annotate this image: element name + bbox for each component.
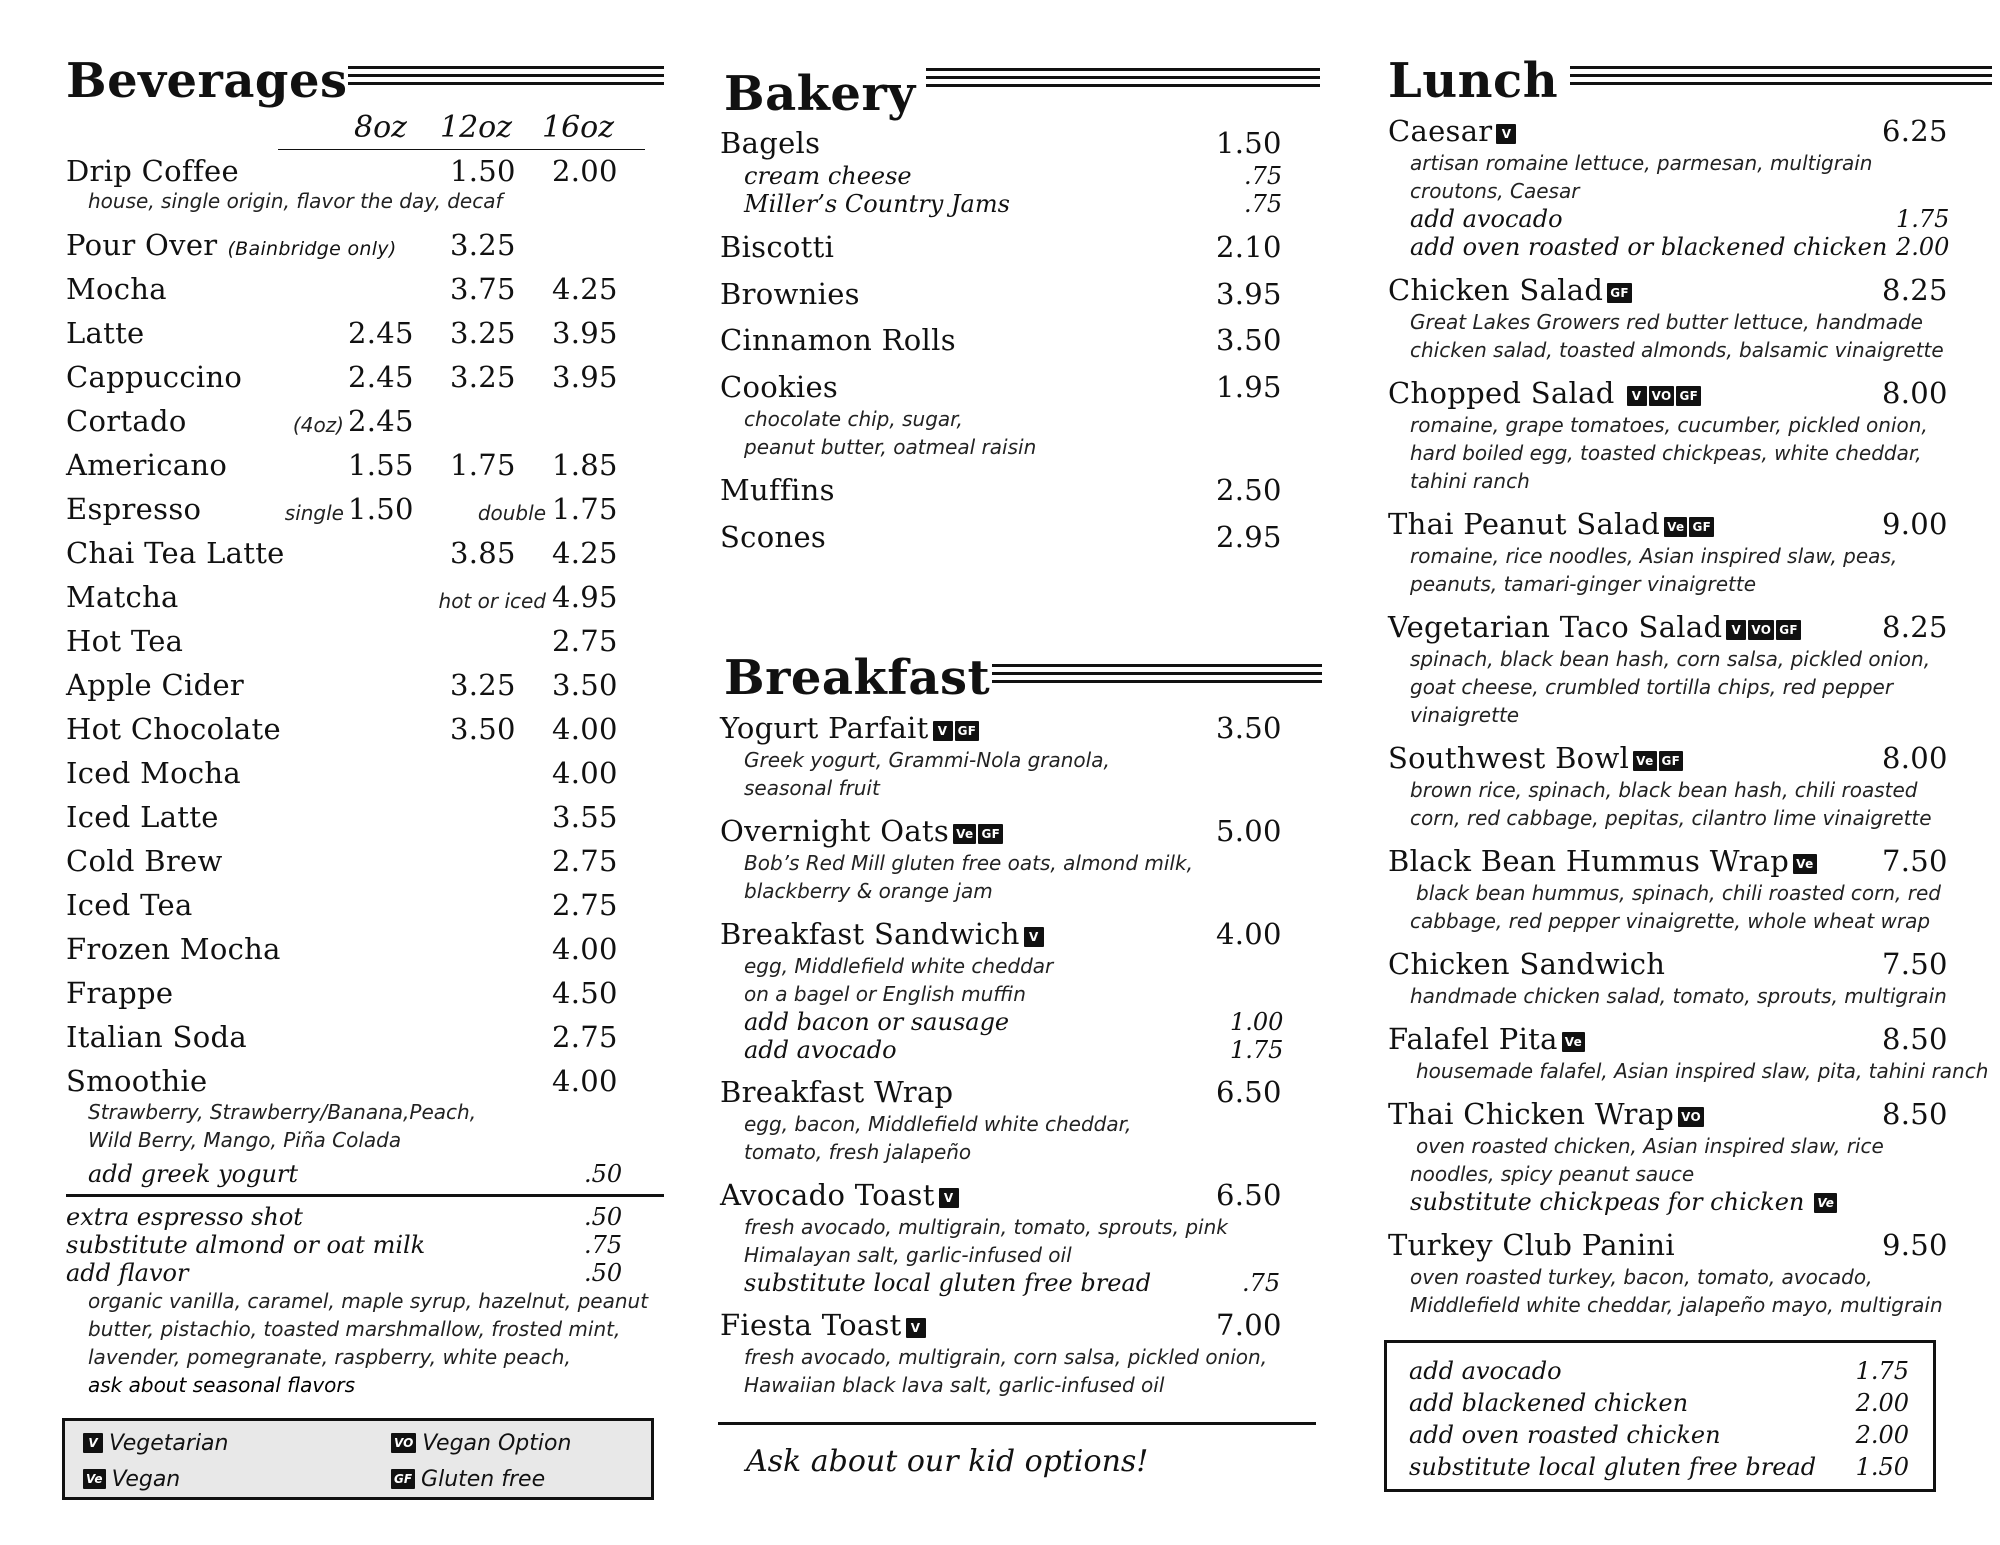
- price-8oz: 2.45: [348, 404, 414, 438]
- item-description: house, single origin, flavor the day, decaf: [88, 189, 503, 213]
- flavor-list-3: lavender, pomegranate, raspberry, white peach,: [88, 1345, 571, 1369]
- price: 2.10: [1216, 230, 1282, 264]
- vegan-icon: Ve: [1633, 751, 1656, 771]
- beverage-name: Frappe: [66, 976, 174, 1010]
- legend-vegan-label: Vegan: [111, 1467, 181, 1492]
- legend-vegetarian: [83, 1431, 229, 1456]
- item-description: croutons, Caesar: [1410, 179, 1580, 203]
- price-16oz: 3.95: [552, 316, 618, 350]
- price-16oz: 2.75: [552, 888, 618, 922]
- item-description: tahini ranch: [1410, 469, 1530, 493]
- vegan-icon: Ve: [1793, 854, 1816, 874]
- bagel-mod-price: .75: [1244, 190, 1283, 218]
- item-description: romaine, grape tomatoes, cucumber, pickled onion,: [1410, 413, 1928, 437]
- vegan-option-icon: VO: [1678, 1107, 1704, 1127]
- vegan-option-icon: VO: [1649, 386, 1675, 406]
- price-12oz: 1.50: [450, 154, 516, 188]
- price: 9.50: [1882, 1228, 1948, 1262]
- item-modifier: substitute chickpeas for chicken Ve: [1410, 1190, 1837, 1214]
- vegetarian-icon: V: [906, 1318, 926, 1338]
- price: 3.50: [1216, 323, 1282, 357]
- addon-label: substitute local gluten free bread: [1409, 1453, 1817, 1481]
- menu-item-overnight-oats: Overnight Oats Ve GF: [720, 817, 1003, 846]
- menu-item-biscotti: Biscotti: [720, 230, 835, 264]
- gluten-free-icon: GF: [1659, 751, 1684, 771]
- legend-gluten-free-label: Gluten free: [421, 1467, 546, 1492]
- price: 7.50: [1882, 947, 1948, 981]
- extra-price: .75: [584, 1231, 623, 1259]
- item-description: corn, red cabbage, pepitas, cilantro lime vinaigrette: [1410, 806, 1932, 830]
- legend-vegan: [83, 1467, 180, 1492]
- seasonal-flavors-note: ask about seasonal flavors: [88, 1373, 356, 1397]
- price: 7.00: [1216, 1308, 1282, 1342]
- title-rule: [348, 66, 664, 96]
- menu-item-chicken-salad: Chicken Salad GF: [1388, 276, 1632, 305]
- price-16oz: 2.75: [552, 1020, 618, 1054]
- price: 6.25: [1882, 114, 1948, 148]
- price: 9.00: [1882, 507, 1948, 541]
- smoothie-addon-label: add greek yogurt: [88, 1160, 299, 1188]
- item-description: chicken salad, toasted almonds, balsamic vinaigrette: [1410, 338, 1944, 362]
- size-12oz-header: 12oz: [440, 110, 513, 145]
- beverage-name: Drip Coffee: [66, 154, 239, 188]
- item-description: cabbage, red pepper vinaigrette, whole wheat wrap: [1410, 909, 1931, 933]
- menu-item-cookies: Cookies: [720, 370, 839, 404]
- menu-item-thai-chicken-wrap: Thai Chicken Wrap VO: [1388, 1100, 1704, 1129]
- price: 8.00: [1882, 741, 1948, 775]
- item-description: artisan romaine lettuce, parmesan, multigrain: [1410, 151, 1873, 175]
- beverage-name: Latte: [66, 316, 145, 350]
- price: 7.50: [1882, 844, 1948, 878]
- gluten-free-icon: GF: [978, 824, 1003, 844]
- modifier-price: .75: [1242, 1269, 1281, 1297]
- price: 3.95: [1216, 277, 1282, 311]
- beverage-name: Frozen Mocha: [66, 932, 281, 966]
- addon-price: 2.00: [1855, 1421, 1909, 1449]
- price-16oz: 2.00: [552, 154, 618, 188]
- beverage-name: Smoothie: [66, 1064, 208, 1098]
- vegan-icon: Ve: [1664, 517, 1687, 537]
- beverage-name: Italian Soda: [66, 1020, 247, 1054]
- price-8oz: 2.45: [348, 316, 414, 350]
- price-16oz: 4.00: [552, 712, 618, 746]
- price-8oz: 1.50: [348, 492, 414, 526]
- vegetarian-icon: V: [1627, 386, 1647, 406]
- legend-vegetarian-label: Vegetarian: [109, 1431, 229, 1456]
- item-modifier: add oven roasted or blackened chicken: [1410, 233, 1888, 261]
- gluten-free-icon: GF: [1776, 620, 1801, 640]
- menu-item-avocado-toast: Avocado Toast V: [720, 1181, 959, 1210]
- beverage-name: Espresso: [66, 492, 202, 526]
- price-12oz: 3.25: [450, 316, 516, 350]
- price: 3.50: [1216, 711, 1282, 745]
- price-16oz: 3.50: [552, 668, 618, 702]
- bagel-mod-price: .75: [1244, 162, 1283, 190]
- item-description: goat cheese, crumbled tortilla chips, red pepper: [1410, 675, 1894, 699]
- vegetarian-icon: V: [1024, 927, 1044, 947]
- beverage-name: Pour Over (Bainbridge only): [66, 228, 397, 262]
- flavor-list: organic vanilla, caramel, maple syrup, hazelnut, peanut: [88, 1289, 649, 1313]
- item-description: Greek yogurt, Grammi-Nola granola,: [744, 748, 1110, 772]
- vegan-icon: Ve: [953, 824, 976, 844]
- menu-item-brownies: Brownies: [720, 277, 860, 311]
- vegetarian-icon: V: [83, 1433, 103, 1453]
- legend-vegan-option-label: Vegan Option: [422, 1431, 572, 1456]
- item-description: handmade chicken salad, tomato, sprouts, multigrain: [1410, 984, 1947, 1008]
- kid-options-note: Ask about our kid options!: [746, 1444, 1149, 1479]
- extra-label: extra espresso shot: [66, 1203, 303, 1231]
- gluten-free-icon: GF: [955, 721, 980, 741]
- beverage-name: Chai Tea Latte: [66, 536, 285, 570]
- beverage-name: Cold Brew: [66, 844, 223, 878]
- price-12oz: 3.25: [450, 360, 516, 394]
- beverage-name: Americano: [66, 448, 228, 482]
- item-description: black bean hummus, spinach, chili roasted corn, red: [1416, 881, 1941, 905]
- menu-item-yogurt-parfait: Yogurt Parfait V GF: [720, 714, 979, 743]
- beverage-name: Iced Latte: [66, 800, 219, 834]
- addon-label: add avocado: [1409, 1357, 1562, 1385]
- extra-label: add flavor: [66, 1259, 189, 1287]
- price: 8.50: [1882, 1022, 1948, 1056]
- item-description: chocolate chip, sugar,: [744, 407, 963, 431]
- price: 6.50: [1216, 1075, 1282, 1109]
- price: 8.00: [1882, 376, 1948, 410]
- price-16oz: 1.85: [552, 448, 618, 482]
- title-rule: [1570, 66, 1992, 96]
- menu-item-breakfast-sandwich: Breakfast Sandwich V: [720, 920, 1044, 949]
- beverages-title: Beverages: [66, 53, 348, 109]
- modifier-price: 2.00: [1896, 233, 1950, 261]
- vegan-option-icon: VO: [391, 1433, 416, 1453]
- price: 2.95: [1216, 520, 1282, 554]
- price-16oz: 4.00: [552, 932, 618, 966]
- item-description: tomato, fresh jalapeño: [744, 1140, 972, 1164]
- beverage-name: Matcha: [66, 580, 179, 614]
- addon-price: 1.50: [1855, 1453, 1909, 1481]
- item-description: Middlefield white cheddar, jalapeño mayo, multigrain: [1410, 1293, 1943, 1317]
- item-description: spinach, black bean hash, corn salsa, pickled onion,: [1410, 647, 1931, 671]
- menu-item-muffins: Muffins: [720, 473, 835, 507]
- addon-price: 1.75: [1855, 1357, 1909, 1385]
- breakfast-title: Breakfast: [724, 650, 991, 706]
- item-description: blackberry & orange jam: [744, 879, 993, 903]
- item-modifier: add avocado: [1410, 205, 1563, 233]
- vegan-icon: Ve: [1562, 1032, 1585, 1052]
- price-16oz: 2.75: [552, 624, 618, 658]
- price-12oz: 3.25: [450, 228, 516, 262]
- modifier-price: 1.75: [1230, 1036, 1284, 1064]
- price-16oz: 4.25: [552, 536, 618, 570]
- menu-item-chicken-sandwich: Chicken Sandwich: [1388, 947, 1666, 981]
- price-12oz: 1.75: [450, 448, 516, 482]
- size-16oz-header: 16oz: [542, 110, 615, 145]
- beverage-name: Iced Tea: [66, 888, 193, 922]
- beverage-name: Cappuccino: [66, 360, 243, 394]
- size-qualifier: hot or iced: [438, 589, 546, 613]
- item-description: Himalayan salt, garlic-infused oil: [744, 1243, 1072, 1267]
- flavor-list-2: butter, pistachio, toasted marshmallow, frosted mint,: [88, 1317, 621, 1341]
- legend-vegan-option: [391, 1431, 571, 1456]
- bagel-mod: cream cheese: [744, 162, 912, 190]
- menu-item-breakfast-wrap: Breakfast Wrap: [720, 1075, 954, 1109]
- size-qualifier: (4oz): [292, 413, 344, 437]
- price-12oz: 3.85: [450, 536, 516, 570]
- beverage-name: Apple Cider: [66, 668, 245, 702]
- price-8oz: 2.45: [348, 360, 414, 394]
- item-description: Great Lakes Growers red butter lettuce, handmade: [1410, 310, 1923, 334]
- price-16oz: 3.55: [552, 800, 618, 834]
- price: 8.25: [1882, 610, 1948, 644]
- size-qualifier: single: [284, 501, 344, 525]
- menu-item-bagels: Bagels: [720, 126, 821, 160]
- title-rule: [926, 68, 1320, 98]
- price: 8.25: [1882, 273, 1948, 307]
- price-12oz: 3.25: [450, 668, 516, 702]
- price-16oz: 4.95: [552, 580, 618, 614]
- price-16oz: 4.25: [552, 272, 618, 306]
- item-description: on a bagel or English muffin: [744, 982, 1026, 1006]
- size-8oz-header: 8oz: [354, 110, 407, 145]
- extra-label: substitute almond or oat milk: [66, 1231, 426, 1259]
- price-12oz: 3.75: [450, 272, 516, 306]
- item-description: oven roasted turkey, bacon, tomato, avocado,: [1410, 1265, 1873, 1289]
- item-description: Bob’s Red Mill gluten free oats, almond milk,: [744, 851, 1193, 875]
- vegetarian-icon: V: [933, 721, 953, 741]
- size-qualifier: double: [477, 501, 546, 525]
- beverage-name: Mocha: [66, 272, 167, 306]
- menu-item-falafel-pita: Falafel Pita Ve: [1388, 1025, 1585, 1054]
- price-16oz: 3.95: [552, 360, 618, 394]
- item-description: egg, Middlefield white cheddar: [744, 954, 1054, 978]
- addon-price: 2.00: [1855, 1389, 1909, 1417]
- item-description: peanuts, tamari-ginger vinaigrette: [1410, 572, 1757, 596]
- extra-price: .50: [584, 1259, 623, 1287]
- menu-item-turkey-club-panini: Turkey Club Panini: [1388, 1228, 1675, 1262]
- lunch-addons-box: [1384, 1340, 1936, 1492]
- item-description: housemade falafel, Asian inspired slaw, pita, tahini ranch: [1416, 1059, 1989, 1083]
- beverage-note: (Bainbridge only): [227, 238, 397, 260]
- modifier-price: 1.75: [1896, 205, 1950, 233]
- kid-options-divider: [718, 1422, 1316, 1425]
- menu-item-black-bean-hummus-wrap: Black Bean Hummus Wrap Ve: [1388, 847, 1817, 876]
- addon-label: add oven roasted chicken: [1409, 1421, 1721, 1449]
- legend-gluten-free: [391, 1467, 545, 1492]
- menu-item-thai-peanut-salad: Thai Peanut Salad Ve GF: [1388, 510, 1714, 539]
- price-16oz: 1.75: [552, 492, 618, 526]
- vegan-icon: Ve: [1814, 1193, 1837, 1213]
- item-description: peanut butter, oatmeal raisin: [744, 435, 1037, 459]
- size-header-rule: [278, 149, 645, 150]
- smoothie-description: Strawberry, Strawberry/Banana,Peach,: [88, 1100, 477, 1124]
- vegan-option-icon: VO: [1748, 620, 1774, 640]
- smoothie-addon-price: .50: [584, 1160, 623, 1188]
- beverage-name: Iced Mocha: [66, 756, 242, 790]
- diet-legend: [62, 1418, 654, 1500]
- modifier-price: 1.00: [1230, 1008, 1284, 1036]
- vegetarian-icon: V: [939, 1188, 959, 1208]
- gluten-free-icon: GF: [1607, 283, 1632, 303]
- addon-label: add blackened chicken: [1409, 1389, 1689, 1417]
- item-description: egg, bacon, Middlefield white cheddar,: [744, 1112, 1132, 1136]
- bakery-title: Bakery: [724, 66, 916, 122]
- item-modifier: substitute local gluten free bread: [744, 1269, 1152, 1297]
- price: 8.50: [1882, 1097, 1948, 1131]
- item-description: brown rice, spinach, black bean hash, chili roasted: [1410, 778, 1918, 802]
- gluten-free-icon: GF: [391, 1469, 415, 1489]
- extras-divider: [66, 1194, 664, 1197]
- price: 2.50: [1216, 473, 1282, 507]
- item-description: fresh avocado, multigrain, corn salsa, pickled onion,: [744, 1345, 1268, 1369]
- item-description: vinaigrette: [1410, 703, 1520, 727]
- price-16oz: 4.00: [552, 1064, 618, 1098]
- vegetarian-icon: V: [1726, 620, 1746, 640]
- price: 4.00: [1216, 917, 1282, 951]
- item-modifier: add avocado: [744, 1036, 897, 1064]
- menu-item-caesar: Caesar V: [1388, 117, 1516, 146]
- item-description: noodles, spicy peanut sauce: [1410, 1162, 1695, 1186]
- item-modifier: add bacon or sausage: [744, 1008, 1010, 1036]
- lunch-title: Lunch: [1388, 53, 1559, 109]
- price-16oz: 4.00: [552, 756, 618, 790]
- vegetarian-icon: V: [1496, 124, 1516, 144]
- bagel-mod: Miller’s Country Jams: [744, 190, 1010, 218]
- price: 6.50: [1216, 1178, 1282, 1212]
- menu-item-chopped-salad: Chopped Salad V VO GF: [1388, 379, 1701, 408]
- menu-item-southwest-bowl: Southwest Bowl Ve GF: [1388, 744, 1683, 773]
- item-description: oven roasted chicken, Asian inspired slaw, rice: [1416, 1134, 1884, 1158]
- item-description: hard boiled egg, toasted chickpeas, white cheddar,: [1410, 441, 1922, 465]
- price-16oz: 4.50: [552, 976, 618, 1010]
- price-8oz: 1.55: [348, 448, 414, 482]
- price: 1.50: [1216, 126, 1282, 160]
- item-description: romaine, rice noodles, Asian inspired slaw, peas,: [1410, 544, 1898, 568]
- menu-item-fiesta-toast: Fiesta Toast V: [720, 1311, 926, 1340]
- menu-item-scones: Scones: [720, 520, 827, 554]
- price-16oz: 2.75: [552, 844, 618, 878]
- item-description: Hawaiian black lava salt, garlic-infused oil: [744, 1373, 1165, 1397]
- menu-item-cinnamon-rolls: Cinnamon Rolls: [720, 323, 956, 357]
- vegan-icon: Ve: [83, 1469, 106, 1489]
- price-12oz: 3.50: [450, 712, 516, 746]
- item-description: seasonal fruit: [744, 776, 880, 800]
- gluten-free-icon: GF: [1689, 517, 1714, 537]
- gluten-free-icon: GF: [1676, 386, 1701, 406]
- title-rule: [992, 664, 1322, 694]
- extra-price: .50: [584, 1203, 623, 1231]
- price: 5.00: [1216, 814, 1282, 848]
- item-description: fresh avocado, multigrain, tomato, sprouts, pink: [744, 1215, 1228, 1239]
- price: 1.95: [1216, 370, 1282, 404]
- beverage-name: Hot Chocolate: [66, 712, 281, 746]
- beverage-name: Cortado: [66, 404, 187, 438]
- smoothie-description-2: Wild Berry, Mango, Piña Colada: [88, 1128, 402, 1152]
- beverage-name: Hot Tea: [66, 624, 184, 658]
- menu-item-vegetarian-taco-salad: Vegetarian Taco Salad V VO GF: [1388, 613, 1801, 642]
